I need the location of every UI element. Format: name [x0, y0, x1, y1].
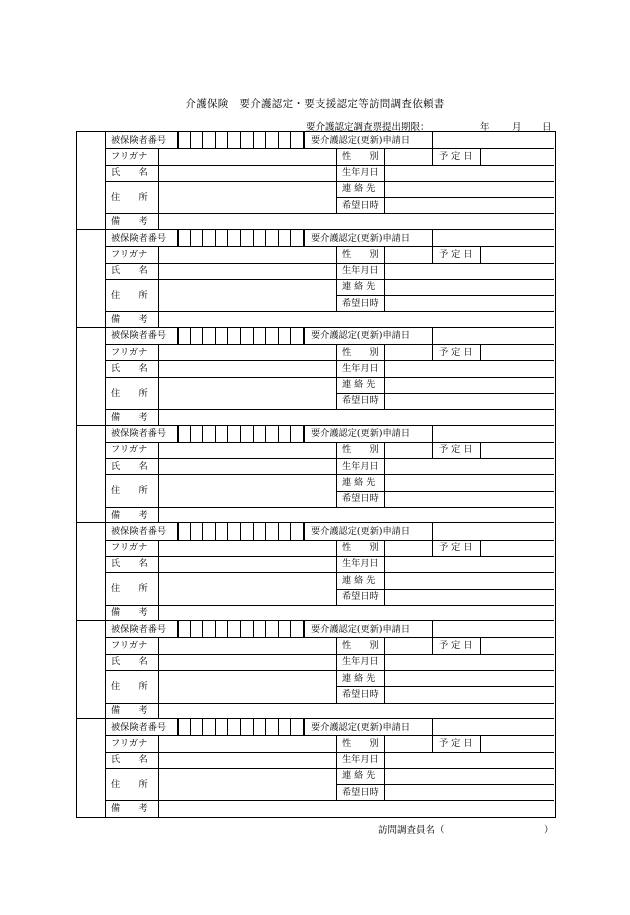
- address-label: 住 所: [111, 778, 148, 790]
- birth-date-label: 生年月日: [342, 460, 379, 472]
- insured-number-digit-box[interactable]: [278, 719, 279, 735]
- address-label: 住 所: [111, 289, 148, 301]
- preferred-datetime-label: 希望日時: [342, 395, 379, 407]
- address-row: [105, 377, 554, 411]
- preferred-datetime-label: 希望日時: [342, 199, 379, 211]
- remarks-row: [105, 312, 554, 328]
- insured-number-row: [105, 621, 554, 638]
- remarks-label: 備 考: [111, 314, 148, 325]
- address-label: 住 所: [111, 583, 148, 595]
- birth-date-label: 生年月日: [342, 265, 379, 277]
- insured-number-digit-box[interactable]: [278, 621, 279, 637]
- insured-number-digit-box[interactable]: [265, 621, 266, 637]
- address-row: [105, 474, 554, 508]
- insured-number-row: [105, 523, 554, 540]
- remarks-row: [105, 409, 554, 425]
- insured-number-digit-box[interactable]: [202, 328, 203, 344]
- remarks-label: 備 考: [111, 607, 148, 619]
- record-block: [77, 718, 554, 817]
- insured-number-digit-box[interactable]: [240, 328, 241, 344]
- surveyor-close: ）: [544, 825, 554, 836]
- insured-number-label: 被保険者番号: [111, 721, 167, 733]
- insured-number-digit-box[interactable]: [215, 328, 216, 344]
- insured-number-digit-box[interactable]: [290, 328, 291, 344]
- insured-number-digit-box[interactable]: [290, 719, 291, 735]
- insured-number-digit-box[interactable]: [253, 719, 254, 735]
- surveyor-label: 訪問調査員名（: [378, 825, 445, 836]
- preferred-datetime-label: 希望日時: [342, 297, 379, 309]
- insured-number-digit-box[interactable]: [227, 132, 228, 148]
- gender-label: 性 別: [342, 248, 379, 260]
- insured-number-digit-box[interactable]: [278, 328, 279, 344]
- insured-number-digit-box[interactable]: [202, 230, 203, 246]
- contact-label: 連 絡 先: [342, 574, 376, 586]
- surveyor-name-line: [378, 822, 558, 836]
- birth-date-label: 生年月日: [342, 362, 379, 374]
- insured-number-digit-box[interactable]: [265, 328, 266, 344]
- furigana-row: [105, 637, 554, 654]
- insured-number-digit-box[interactable]: [215, 426, 216, 442]
- remarks-row: [105, 703, 554, 719]
- insured-number-digit-box[interactable]: [253, 523, 254, 539]
- remarks-row: [105, 214, 554, 230]
- furigana-label: フリガナ: [111, 150, 148, 162]
- insured-number-digit-box[interactable]: [190, 328, 191, 344]
- scheduled-date-label: 予 定 日: [439, 542, 473, 554]
- gender-label: 性 別: [342, 542, 379, 554]
- name-row: [105, 556, 554, 573]
- insured-number-digit-box[interactable]: [290, 426, 291, 442]
- contact-label: 連 絡 先: [342, 672, 376, 684]
- application-date-label: 要介護認定(更新)申請日: [311, 525, 411, 537]
- insured-number-digit-box[interactable]: [227, 719, 228, 735]
- furigana-row: [105, 344, 554, 361]
- name-row: [105, 752, 554, 769]
- insured-number-digit-box[interactable]: [290, 523, 291, 539]
- scheduled-date-label: 予 定 日: [439, 150, 473, 162]
- remarks-row: [105, 507, 554, 523]
- scheduled-date-label: 予 定 日: [439, 737, 473, 749]
- insured-number-digit-box[interactable]: [240, 621, 241, 637]
- scheduled-date-label: 予 定 日: [439, 346, 473, 358]
- insured-number-digit-box[interactable]: [265, 523, 266, 539]
- record-block: [77, 132, 554, 230]
- furigana-row: [105, 735, 554, 752]
- insured-number-digit-box[interactable]: [253, 230, 254, 246]
- insured-number-digit-box[interactable]: [278, 523, 279, 539]
- scheduled-date-label: 予 定 日: [439, 248, 473, 260]
- insured-number-row: [105, 426, 554, 443]
- insured-number-label: 被保険者番号: [111, 232, 167, 244]
- contact-label: 連 絡 先: [342, 183, 376, 195]
- name-row: [105, 263, 554, 280]
- insured-number-row: [105, 328, 554, 345]
- furigana-label: フリガナ: [111, 737, 148, 749]
- gender-label: 性 別: [342, 444, 379, 456]
- address-row: [105, 279, 554, 313]
- name-row: [105, 654, 554, 671]
- record-block: [77, 425, 554, 524]
- insured-number-digit-box[interactable]: [215, 230, 216, 246]
- address-label: 住 所: [111, 191, 148, 203]
- insured-number-digit-box[interactable]: [202, 132, 203, 148]
- insured-number-digit-box[interactable]: [253, 621, 254, 637]
- insured-number-digit-box[interactable]: [265, 132, 266, 148]
- deadline-month-label: 月: [512, 122, 522, 133]
- furigana-label: フリガナ: [111, 346, 148, 358]
- insured-number-row: [105, 132, 554, 149]
- contact-label: 連 絡 先: [342, 476, 376, 488]
- insured-number-digit-box[interactable]: [290, 230, 291, 246]
- furigana-row: [105, 540, 554, 557]
- insured-number-digit-box[interactable]: [215, 621, 216, 637]
- insured-number-label: 被保険者番号: [111, 134, 167, 146]
- preferred-datetime-label: 希望日時: [342, 688, 379, 700]
- insured-number-digit-box[interactable]: [240, 719, 241, 735]
- record-block: [77, 229, 554, 328]
- insured-number-label: 被保険者番号: [111, 525, 167, 537]
- address-label: 住 所: [111, 387, 148, 399]
- insured-number-digit-box[interactable]: [202, 719, 203, 735]
- preferred-datetime-label: 希望日時: [342, 591, 379, 603]
- preferred-datetime-label: 希望日時: [342, 493, 379, 505]
- name-label: 氏 名: [111, 558, 148, 570]
- insured-number-digit-box[interactable]: [290, 132, 291, 148]
- gender-label: 性 別: [342, 737, 379, 749]
- scheduled-date-label: 予 定 日: [439, 444, 473, 456]
- furigana-row: [105, 148, 554, 165]
- insured-number-label: 被保険者番号: [111, 330, 167, 342]
- name-row: [105, 458, 554, 475]
- deadline-year-label: 年: [480, 122, 490, 133]
- address-row: [105, 670, 554, 704]
- scheduled-date-label: 予 定 日: [439, 639, 473, 651]
- record-block: [77, 522, 554, 621]
- remarks-label: 備 考: [111, 705, 148, 717]
- insured-number-digit-box[interactable]: [190, 230, 191, 246]
- insured-number-digit-box[interactable]: [240, 132, 241, 148]
- contact-label: 連 絡 先: [342, 770, 376, 782]
- gender-label: 性 別: [342, 639, 379, 651]
- insured-number-digit-box[interactable]: [265, 426, 266, 442]
- furigana-label: フリガナ: [111, 444, 148, 456]
- birth-date-label: 生年月日: [342, 656, 379, 668]
- insured-number-digit-box[interactable]: [202, 523, 203, 539]
- remarks-label: 備 考: [111, 411, 148, 423]
- application-date-label: 要介護認定(更新)申請日: [311, 330, 411, 342]
- address-row: [105, 572, 554, 606]
- insured-number-digit-box[interactable]: [190, 523, 191, 539]
- insured-number-digit-box[interactable]: [190, 719, 191, 735]
- name-label: 氏 名: [111, 656, 148, 668]
- address-label: 住 所: [111, 681, 148, 693]
- insured-number-digit-box[interactable]: [265, 230, 266, 246]
- name-row: [105, 165, 554, 182]
- insured-number-digit-box[interactable]: [190, 426, 191, 442]
- gender-label: 性 別: [342, 150, 379, 162]
- application-date-label: 要介護認定(更新)申請日: [311, 721, 411, 733]
- remarks-row: [105, 801, 554, 817]
- insured-number-digit-box[interactable]: [290, 621, 291, 637]
- insured-number-digit-box[interactable]: [278, 132, 279, 148]
- furigana-row: [105, 442, 554, 459]
- insured-number-digit-box[interactable]: [202, 621, 203, 637]
- birth-date-label: 生年月日: [342, 167, 379, 179]
- insured-number-row: [105, 230, 554, 247]
- birth-date-label: 生年月日: [342, 754, 379, 766]
- gender-label: 性 別: [342, 346, 379, 358]
- insured-number-digit-box[interactable]: [215, 132, 216, 148]
- insured-number-digit-box[interactable]: [190, 132, 191, 148]
- insured-number-label: 被保険者番号: [111, 428, 167, 440]
- record-block: [77, 620, 554, 719]
- application-date-label: 要介護認定(更新)申請日: [311, 623, 411, 635]
- insured-number-digit-box[interactable]: [227, 230, 228, 246]
- insured-number-digit-box[interactable]: [253, 426, 254, 442]
- insured-number-digit-box[interactable]: [240, 426, 241, 442]
- name-label: 氏 名: [111, 754, 148, 766]
- insured-number-row: [105, 719, 554, 736]
- name-label: 氏 名: [111, 362, 148, 374]
- insured-number-label: 被保険者番号: [111, 623, 167, 635]
- address-label: 住 所: [111, 485, 148, 497]
- birth-date-label: 生年月日: [342, 558, 379, 570]
- insured-number-digit-box[interactable]: [240, 523, 241, 539]
- name-label: 氏 名: [111, 167, 148, 179]
- contact-label: 連 絡 先: [342, 281, 376, 293]
- insured-number-digit-box[interactable]: [227, 621, 228, 637]
- remarks-label: 備 考: [111, 803, 148, 814]
- insured-number-digit-box[interactable]: [202, 426, 203, 442]
- name-label: 氏 名: [111, 265, 148, 277]
- application-date-label: 要介護認定(更新)申請日: [311, 134, 411, 146]
- insured-number-digit-box[interactable]: [190, 621, 191, 637]
- contact-label: 連 絡 先: [342, 379, 376, 391]
- insured-number-digit-box[interactable]: [215, 719, 216, 735]
- insured-number-digit-box[interactable]: [265, 719, 266, 735]
- preferred-datetime-label: 希望日時: [342, 786, 379, 798]
- record-block: [77, 327, 554, 426]
- insured-number-digit-box[interactable]: [278, 230, 279, 246]
- address-row: [105, 768, 554, 802]
- furigana-label: フリガナ: [111, 639, 148, 651]
- insured-number-digit-box[interactable]: [227, 426, 228, 442]
- remarks-label: 備 考: [111, 509, 148, 521]
- address-row: [105, 181, 554, 215]
- insured-number-digit-box[interactable]: [227, 523, 228, 539]
- insured-number-digit-box[interactable]: [278, 426, 279, 442]
- application-date-label: 要介護認定(更新)申請日: [311, 428, 411, 440]
- remarks-label: 備 考: [111, 216, 148, 227]
- insured-number-digit-box[interactable]: [240, 230, 241, 246]
- deadline-day-label: 日: [542, 122, 552, 133]
- remarks-row: [105, 605, 554, 621]
- deadline-label: 要介護認定調査票提出期限：: [306, 122, 430, 133]
- insured-number-digit-box[interactable]: [215, 523, 216, 539]
- name-row: [105, 360, 554, 377]
- furigana-label: フリガナ: [111, 248, 148, 260]
- furigana-row: [105, 246, 554, 263]
- insured-number-digit-box[interactable]: [227, 328, 228, 344]
- insured-number-digit-box[interactable]: [253, 328, 254, 344]
- application-date-label: 要介護認定(更新)申請日: [311, 232, 411, 244]
- request-form-table: [76, 131, 556, 818]
- insured-number-digit-box[interactable]: [253, 132, 254, 148]
- name-label: 氏 名: [111, 460, 148, 472]
- document-title: 介護保険 要介護認定・要支援認定等訪問調査依頼書: [185, 98, 445, 110]
- furigana-label: フリガナ: [111, 542, 148, 554]
